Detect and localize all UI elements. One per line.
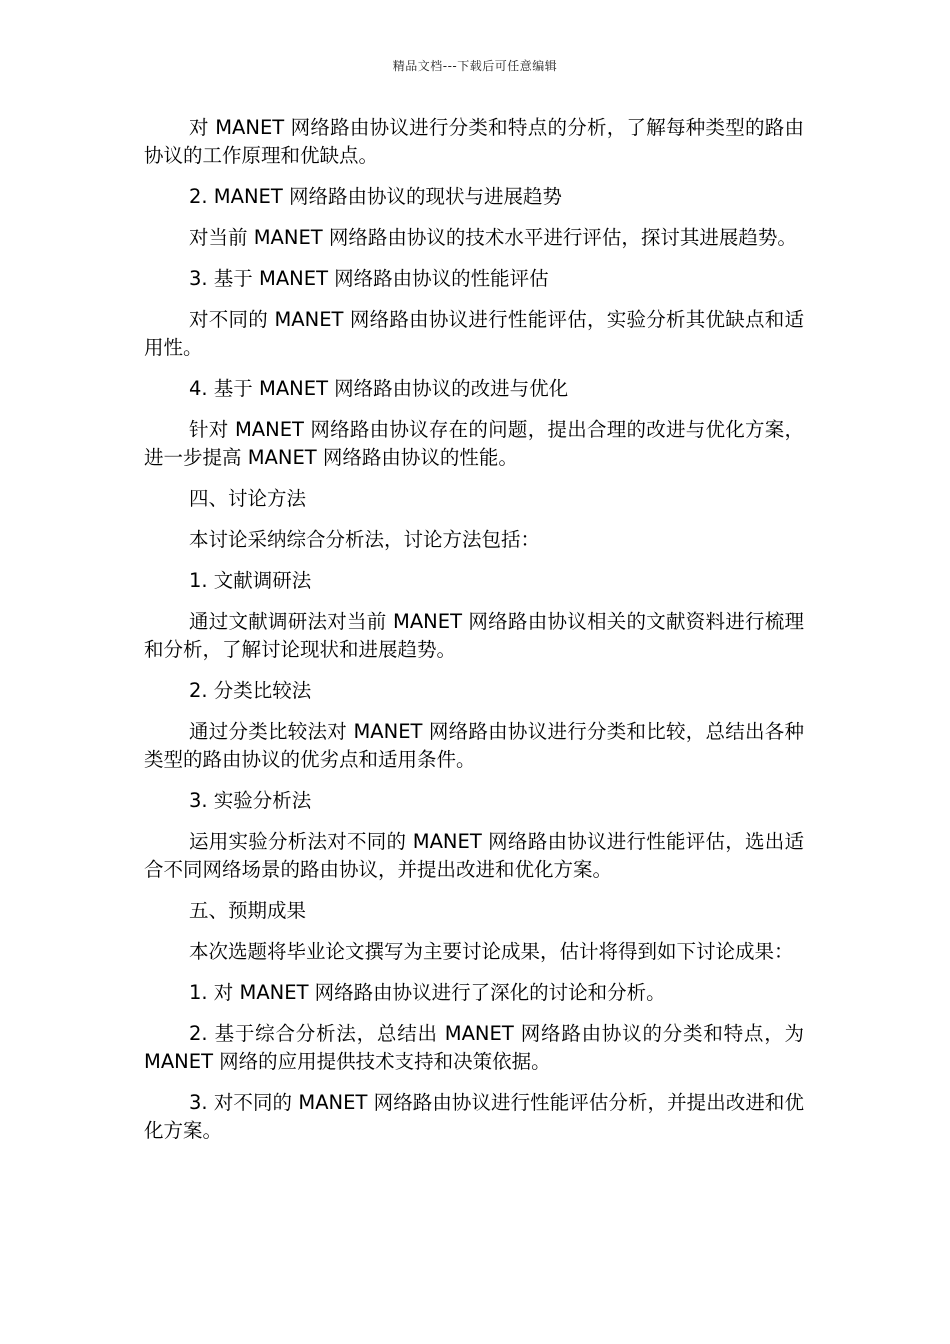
document-body	[144, 114, 804, 1158]
paragraph-experimental-analysis: 运用实验分析法对不同的 MANET 网络路由协议进行性能评估，选出适合不同网络场景的路由协议，并提出改进和优化方案。	[144, 830, 804, 881]
item-heading-performance-evaluation: 3. 基于 MANET 网络路由协议的性能评估	[189, 267, 549, 290]
section-heading-expected-results: 五、预期成果	[189, 899, 307, 922]
paragraph-classification-comparison: 通过分类比较法对 MANET 网络路由协议进行分类和比较，总结出各种类型的路由协议的优劣点和适用条件。	[144, 720, 804, 771]
item-heading-improvement-optimization: 4. 基于 MANET 网络路由协议的改进与优化	[189, 377, 569, 400]
item-heading-experimental-analysis: 3. 实验分析法	[189, 789, 312, 812]
paragraph-classification-analysis: 对 MANET 网络路由协议进行分类和特点的分析，了解每种类型的路由协议的工作原理和优缺点。	[144, 116, 804, 167]
paragraph-improvement-optimization: 针对 MANET 网络路由协议存在的问题，提出合理的改进与优化方案，进一步提高 MANET 网络路由协议的性能。	[144, 418, 804, 469]
item-heading-literature-review: 1. 文献调研法	[189, 569, 312, 592]
paragraph-results-intro: 本次选题将毕业论文撰写为主要讨论成果，估计将得到如下讨论成果：	[189, 940, 794, 963]
page-header: 精品文档---下载后可任意编辑	[392, 59, 558, 73]
paragraph-performance-evaluation: 对不同的 MANET 网络路由协议进行性能评估，实验分析其优缺点和适用性。	[144, 308, 804, 359]
paragraph-status-trends: 对当前 MANET 网络路由协议的技术水平进行评估，探讨其进展趋势。	[189, 226, 797, 249]
section-heading-research-methods: 四、讨论方法	[189, 487, 307, 510]
result-item-3: 3. 对不同的 MANET 网络路由协议进行性能评估分析，并提出改进和优化方案。	[144, 1091, 804, 1142]
paragraph-methods-intro: 本讨论采纳综合分析法，讨论方法包括：	[189, 528, 541, 551]
item-heading-classification-comparison: 2. 分类比较法	[189, 679, 312, 702]
result-item-1: 1. 对 MANET 网络路由协议进行了深化的讨论和分析。	[189, 981, 666, 1004]
paragraph-literature-review: 通过文献调研法对当前 MANET 网络路由协议相关的文献资料进行梳理和分析，了解讨论现状和进展趋势。	[144, 610, 804, 661]
item-heading-status-trends: 2. MANET 网络路由协议的现状与进展趋势	[189, 185, 562, 208]
result-item-2: 2. 基于综合分析法，总结出 MANET 网络路由协议的分类和特点，为 MANET 网络的应用提供技术支持和决策依据。	[144, 1022, 804, 1073]
